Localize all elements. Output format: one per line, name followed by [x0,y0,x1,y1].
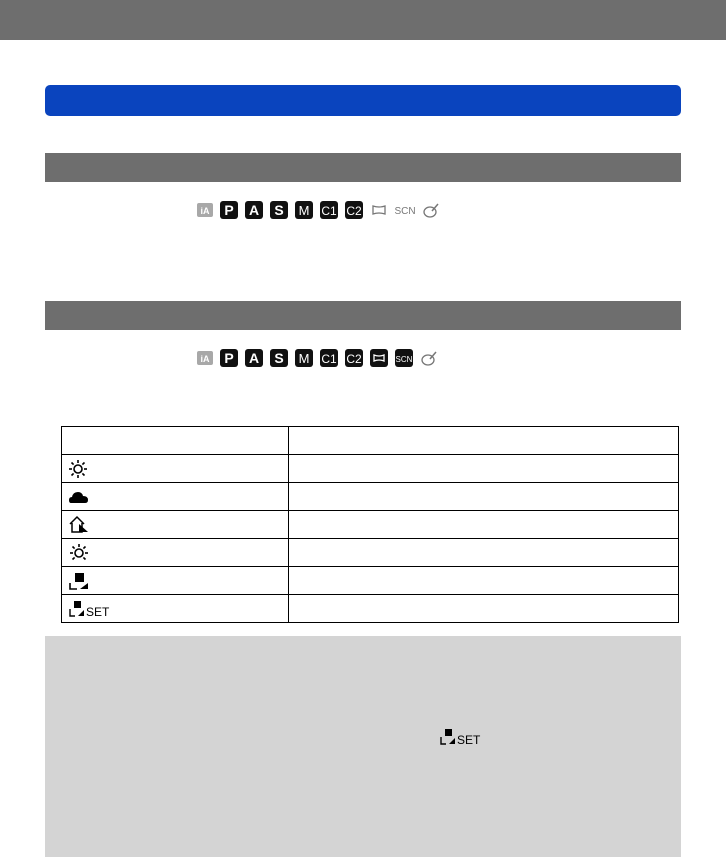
svg-text:C2: C2 [346,204,362,218]
shutter-priority-icon [269,348,289,368]
svg-text:S: S [274,202,284,218]
white-balance-table [61,426,679,623]
custom1-mode-icon [319,200,339,220]
intelligent-auto-icon [196,348,214,368]
table-header-row [62,427,679,455]
table-header-cell [62,427,289,455]
creative-control-icon [419,348,439,368]
page-header-bar [0,0,726,40]
custom2-mode-icon [344,200,364,220]
svg-text:A: A [248,202,260,218]
shutter-priority-icon [269,200,289,220]
cloudy-icon [68,487,90,507]
set-label: SET [86,604,110,619]
panorama-mode-icon [369,348,389,368]
scene-mode-icon [394,200,416,220]
svg-text:M: M [298,203,310,218]
indoor-icon [68,515,90,535]
svg-text:iA: iA [200,206,210,216]
table-header-cell [289,427,679,455]
svg-text:P: P [224,350,234,366]
svg-text:M: M [298,351,310,366]
custom1-mode-icon [319,348,339,368]
white-set-icon [68,571,90,591]
chapter-title-bar [45,85,681,116]
svg-text:C1: C1 [321,352,337,366]
table-row [62,455,679,483]
manual-mode-icon [294,200,314,220]
aperture-priority-icon [244,348,264,368]
svg-text:C2: C2 [346,352,362,366]
svg-text:SCN: SCN [394,206,416,217]
section-header-2 [45,301,681,330]
mode-icons-row-2 [196,348,444,368]
custom2-mode-icon [344,348,364,368]
program-mode-icon [219,348,239,368]
scene-mode-icon [394,348,414,368]
table-row [62,483,679,511]
incandescent-icon [68,543,90,563]
intelligent-auto-icon [196,200,214,220]
notes-panel [45,636,681,857]
panorama-mode-icon [369,200,389,220]
creative-control-icon [421,200,441,220]
table-row [62,539,679,567]
mode-icons-row-1 [196,200,446,220]
sunny-icon [68,459,88,479]
table-row [62,511,679,539]
set-label: SET [457,733,481,747]
white-set-set-icon [68,599,114,619]
svg-text:P: P [224,202,234,218]
svg-text:SCN: SCN [395,355,413,364]
white-set-set-icon [439,727,485,747]
table-row [62,595,679,623]
svg-text:A: A [248,350,260,366]
section-header-1 [45,153,681,182]
aperture-priority-icon [244,200,264,220]
table-row [62,567,679,595]
svg-text:iA: iA [200,354,210,364]
svg-text:S: S [274,350,284,366]
manual-mode-icon [294,348,314,368]
program-mode-icon [219,200,239,220]
svg-text:C1: C1 [321,204,337,218]
